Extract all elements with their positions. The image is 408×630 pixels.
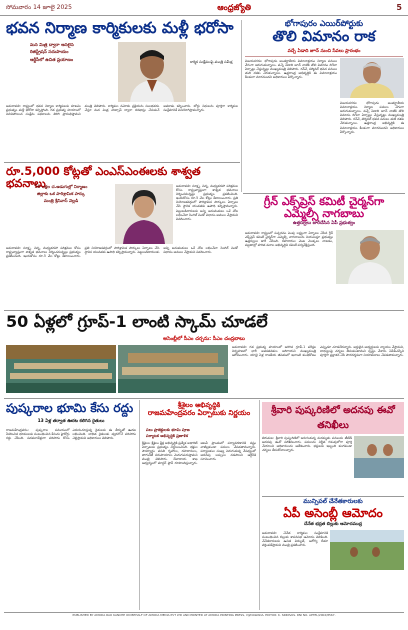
story5-body: అమరావతి: గత ప్రభుత్వ హయాంలో జరిగిన గ్రూప్-1 పరీక్షల నిర్వహణలో భారీ అవకతవకలు జరిగాయని ముఖ్యమంత్రి ఆరోపించారు. యాభై ఏళ్ల రాజకీయ జీవితంలో ఇలాంటి కుంభకోణం ఎప్పుడూ చూడలేదన్నారు. అర్హులైన అభ్యర్థులకు న్యాయం చేస్తామని, బాధ్యులపై చర్యలు తీసుకుంటామని స్పష్టం చేశారు. ఏపీపీఎస్సీని పూర్తిగా ప్రక్షాళన చేసి పారదర్శకంగా నియామకాలు చేపడతామన్నారు.: [232, 345, 404, 358]
story1-bullets: [30, 43, 116, 77]
story3-body-cont: అమరావతి: సూక్ష్మ, చిన్న, మధ్యతరహా పరిశ్రమల కోసం రాష్ట్రవ్యాప్తంగా శాశ్వత భవనాలు నిర్మించనున్నట్లు ప్రభుత్వం ప్రకటించింది. ఇందుకోసం రూ.5 వేల కోట్లు కేటాయించారు. ప్రతి నియోజకవర్గంలో పారిశ్రామిక పార్కులు ఏర్పాటు చేసి స్థానిక యువతకు ఉపాధి కల్పిస్తామన్నారు. పెట్టుబడిదారులకు అన్ని అనుమతులు ఒకే చోట లభించేలా సింగిల్ విండో విధానం అమలు చేస్తామని వివరించారు.: [6, 246, 238, 259]
story9-headline: ఏపీ అసెంబ్లీ ఆమోదం: [283, 506, 383, 520]
issue-date: సోమవారం 14 జూలై 2025: [6, 3, 72, 11]
story1-headline: భవన నిర్మాణ కార్మికులకు మళ్లీ భరోసా: [6, 19, 234, 37]
imprint-footer: PUBLISHED BY AMODA RAO KANCHE ON BEHALF OF AMODA MEDIA PVT LTD AND PRINTED AT AMODA PRINTING PRESS, VIJAYAWADA. EDITOR: K. SRINIVAS. RNI NO. APTEL/2002/8567.: [72, 614, 336, 617]
story2-cm-photo: [340, 58, 404, 98]
story9-field-photo: [330, 530, 404, 570]
story7-body: శ్రీశైలం: శ్రీశైలం క్షేత్ర అభివృద్ధికి ప్రత్యేక అథారిటీ ఏర్పాటుకు ప్రభుత్వం నిర్ణయించింది. భక్తుల సౌకర్యార్థం వసతి గృహాలు, రహదారులు, తాగునీటి సదుపాయాలు మెరుగుపరుస్తామని మంత్రి తెలిపారు. దేవాదాయ శాఖ ఆధ్వర్యంలో మాస్టర్ ప్లాన్ రూపొందిస్తున్నారు. అటవీ ప్రాంతంలో పర్యావరణానికి నష్టం వాటిల్లకుండా పనులు చేపడతామన్నారు. పర్యాటకుల సంఖ్య పెరుగుతున్న నేపథ్యంలో అదనపు బస్సులు నడపాలని ఆర్టీసీకి సూచించారు.: [142, 441, 256, 466]
story7-bullet-2: పర్యాటక అభివృద్ధికి ప్రణాళిక: [146, 432, 188, 438]
story3-bullet-1: 50 లక్షల చ.అడుగుల్లో నిర్మాణం: [34, 184, 88, 189]
story4-headline: గ్రీన్ ఎక్స్‌ప్రెస్ కమిటీ చైర్మన్‌గా ఎమ్మెల్సీ నాగబాబు: [263, 195, 385, 220]
story3-bullet-2: జిల్లాకు ఒక పారిశ్రామిక పార్కు: [37, 190, 85, 196]
story2-kicker: భోగాపురం ఎయిర్‌పోర్టుకు: [284, 19, 364, 28]
story7-kicker: శ్రీశైలం అభివృద్ధికి: [177, 401, 221, 409]
story4-nagababu-photo: [336, 230, 404, 284]
story7-bullet-1: పలు ప్రాజెక్టులకు భూమి పూజ: [146, 428, 190, 432]
story8-body: తిరుమల: శ్రీవారి పుష్కరిణిలో జరుగుతున్న మరమ్మతు పనులను టీటీడీ అదనపు ఈవో పరిశీలించారు. పనులను నిర్ణీత గడువులోగా పూర్తి చేయాలని అధికారులను ఆదేశించారు. భక్తులకు ఇబ్బంది కలగకుండా చర్యలు తీసుకోవాలన్నారు.: [262, 436, 352, 453]
story3-bullets: [12, 184, 110, 220]
story9-body: అమరావతి: చేనేత కార్మికుల సంక్షేమానికి సంబంధించిన బిల్లుకు శాసనసభ ఆమోదం తెలిపింది. చేనేతకారులకు ఉచిత విద్యుత్, ఆరోగ్య బీమా వర్తింపజేస్తామని మంత్రి ప్రకటించారు.: [262, 531, 328, 548]
story1-bullet-2: రిజిస్ట్రేషన్ సదుపాయం: [30, 50, 69, 56]
story1-caption: కార్మిక సంక్షేమంపై మంత్రి సమీక్ష: [190, 60, 233, 64]
story2-body: విజయనగరం: భోగాపురం అంతర్జాతీయ విమానాశ్రయం నిర్మాణ పనులు వేగంగా జరుగుతున్నాయి. వచ్చే ఏడాది జూన్ నాటికి తొలి విమానం దిగేలా ఏర్పాట్లు చేస్తున్నట్లు ముఖ్యమంత్రి తెలిపారు. రన్‌వే, టెర్మినల్ భవన పనులు తుది దశకు చేరుకున్నాయి. ఉత్తరాంధ్ర అభివృద్ధికి ఈ విమానాశ్రయం కీలకంగా మారనుందని అధికారులు పేర్కొన్నారు.: [245, 59, 337, 80]
story2-subhead: వచ్చే ఏడాది జూన్ నుంచి సేవలు ప్రారంభం: [245, 50, 403, 57]
page-number: 5: [396, 3, 402, 12]
story1-minister-photo: [118, 42, 186, 102]
story3-body: అమరావతి: సూక్ష్మ, చిన్న, మధ్యతరహా పరిశ్రమల కోసం రాష్ట్రవ్యాప్తంగా శాశ్వత భవనాలు నిర్మించనున్నట్లు ప్రభుత్వం ప్రకటించింది. ఇందుకోసం రూ.5 వేల కోట్లు కేటాయించారు. ప్రతి నియోజకవర్గంలో పారిశ్రామిక పార్కులు ఏర్పాటు చేసి స్థానిక యువతకు ఉపాధి కల్పిస్తామన్నారు. పెట్టుబడిదారులకు అన్ని అనుమతులు ఒకే చోట లభించేలా సింగిల్ విండో విధానం అమలు చేస్తామని వివరించారు.: [176, 184, 238, 221]
story3-bullet-3: మంత్రి శ్రీనివాస్ వెల్లడి: [43, 197, 79, 203]
story5-subhead: అసెంబ్లీలో సీఎం చర్చను: సీఎం చంద్రబాబు: [6, 335, 402, 344]
story5-headline: 50 ఏళ్లలో గ్రూప్-1 లాంటి స్కామ్ చూడలే: [6, 312, 268, 331]
story5-assembly-photo: [6, 345, 116, 393]
newspaper-brand: ఆంధ్రజ్యోతి: [217, 1, 252, 12]
story1-bullet-3: ఆర్టీసీలో ఉచిత ప్రయాణం: [30, 57, 74, 63]
story2-body-cont: విజయనగరం: భోగాపురం అంతర్జాతీయ విమానాశ్రయం నిర్మాణ పనులు వేగంగా జరుగుతున్నాయి. వచ్చే ఏడాది జూన్ నాటికి తొలి విమానం దిగేలా ఏర్పాట్లు చేస్తున్నట్లు ముఖ్యమంత్రి తెలిపారు. రన్‌వే, టెర్మినల్ భవన పనులు తుది దశకు చేరుకున్నాయి. ఉత్తరాంధ్ర అభివృద్ధికి ఈ విమానాశ్రయం కీలకంగా మారనుందని అధికారులు పేర్కొన్నారు.: [340, 101, 404, 134]
story8-pushkarini-photo: [354, 436, 404, 478]
story6-subhead: 13 ఏళ్ల తర్వాత ఊరట కలిగిన రైతులు: [37, 419, 105, 424]
story3-minister-photo: [115, 184, 173, 244]
story3-headline: రూ.5,000 కోట్లతో ఎంఎస్ఎంఈలకు శాశ్వత భవనాలు: [6, 165, 201, 190]
story5-cm-speech-photo: [118, 345, 228, 393]
story4-body: అమరావతి: రాష్ట్రంలో పచ్చదనం పెంపు లక్ష్యంగా ఏర్పాటు చేసిన గ్రీన్ ఎక్స్‌ప్రెస్ కమిటీ చైర్మన్‌గా ఎమ్మెల్సీ నాగబాబును నియమిస్తూ ప్రభుత్వం ఉత్తర్వులు జారీ చేసింది. రహదారుల వెంట మొక్కలు నాటడం, పట్టణాల్లో హరిత వనాల అభివృద్ధిని కమిటీ పర్యవేక్షిస్తుంది.: [245, 231, 333, 248]
story7-headline: రాజమహేంద్రవరం ఏర్పాటుకు నిర్ణయం: [147, 409, 251, 417]
story7-bullets: [146, 428, 254, 440]
story9-subhead: చేనేత భద్రత బిల్లుకు ఆమోదముద్ర: [304, 522, 362, 527]
story6-headline: పుష్కరాల భూమి కేసు రద్దు: [6, 401, 134, 415]
story1-bullet-1: మన మిత్ర ద్వారా ఆన్‌లైన్: [30, 43, 74, 48]
story1-body: అమరావతి: రాష్ట్రంలో భవన నిర్మాణ కార్మికులకు కూటమి ప్రభుత్వం మళ్లీ భరోసా కల్పిస్తోంది. గత ప్రభుత్వ హయాంలో నిలిచిపోయిన సంక్షేమ పథకాలను తిరిగి ప్రారంభిస్తామని మంత్రి తెలిపారు. కార్మికుల నమోదు ప్రక్రియను సులభతరం చేస్తూ మన మిత్ర వాట్సాప్ ద్వారా దరఖాస్తు చేసుకునే అవకాశం కల్పించారు. బోర్డు నిధులను పూర్తిగా కార్మికుల సంక్షేమానికే వినియోగిస్తామన్నారు.: [6, 104, 238, 117]
story9-kicker: మున్సిపల్ చేనేతకారులకు: [303, 498, 363, 505]
story8-headline: శ్రీవారి పుష్కరిణిలో అదనపు ఈవో తనిఖీలు: [262, 402, 404, 434]
story4-subhead: ఉత్తర్వులు జారీచేసిన ఏపీ ప్రభుత్వం: [292, 221, 356, 226]
story2-headline: తొలి విమానం రాక: [272, 29, 376, 45]
masthead: [0, 0, 408, 16]
story6-body: రాజమహేంద్రవరం: పుష్కరాల సమయంలో సేకరించిన భూములకు సంబంధించిన కేసును హైకోర్టు రద్దు చేసింది. పదమూడేళ్లుగా పరిహారం కోసం ఎదురుచూస్తున్న రైతులకు ఈ తీర్పుతో ఊరట లభించింది. బాధిత రైతులకు త్వరలోనే పరిహారం చెల్లిస్తామని అధికారులు తెలిపారు.: [6, 428, 136, 441]
